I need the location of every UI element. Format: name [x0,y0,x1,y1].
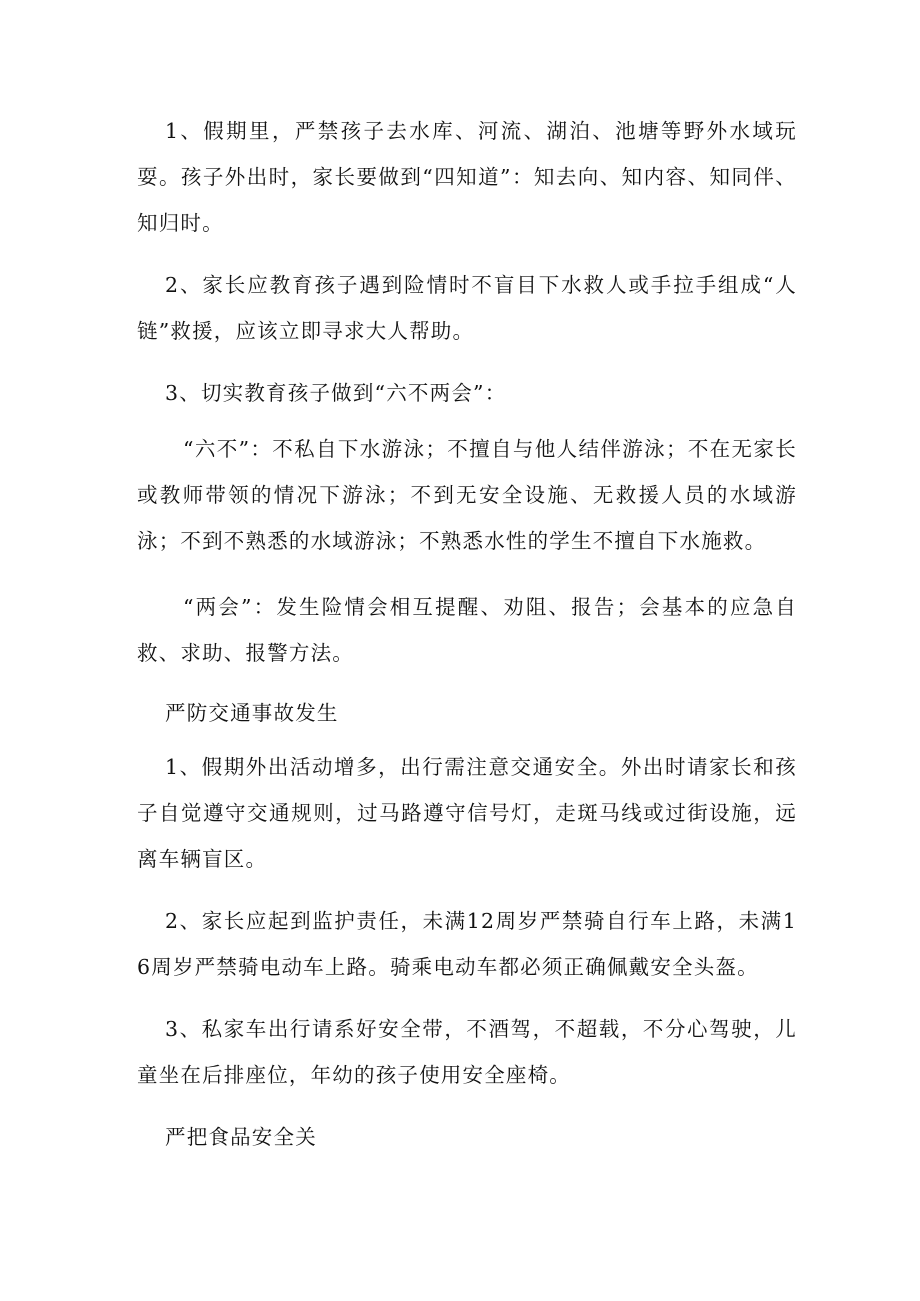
paragraph-traffic-rule-3: 3、私家车出行请系好安全带，不酒驾，不超载，不分心驾驶，儿童坐在后排座位，年幼的孩子使用安全座椅。 [137,1017,797,1087]
paragraph-six-donts: “六不”：不私自下水游泳；不擅自与他人结伴游泳；不在无家长或教师带领的情况下游泳；不到无安全设施、无救援人员的水域游泳；不到不熟悉的水域游泳；不熟悉水性的学生不擅自下水施救。 [137,437,797,553]
paragraph-traffic-rule-1: 1、假期外出活动增多，出行需注意交通安全。外出时请家长和孩子自觉遵守交通规则，过马路遵守信号灯，走斑马线或过街设施，远离车辆盲区。 [137,755,797,871]
paragraph-water-rule-2: 2、家长应教育孩子遇到险情时不盲目下水救人或手拉手组成“人链”救援，应该立即寻求大人帮助。 [137,273,797,343]
paragraph-water-rule-1: 1、假期里，严禁孩子去水库、河流、湖泊、池塘等野外水域玩耍。孩子外出时，家长要做到“四知道”：知去向、知内容、知同伴、知归时。 [137,119,797,235]
section-heading-food-safety: 严把食品安全关 [165,1125,317,1149]
paragraph-two-cans: “两会”：发生险情会相互提醒、劝阻、报告；会基本的应急自救、求助、报警方法。 [137,595,797,665]
paragraph-water-rule-3: 3、切实教育孩子做到“六不两会”： [165,381,507,405]
paragraph-traffic-rule-2: 2、家长应起到监护责任，未满12周岁严禁骑自行车上路，未满16周岁严禁骑电动车上路。骑乘电动车都必须正确佩戴安全头盔。 [137,909,797,979]
section-heading-traffic: 严防交通事故发生 [165,701,339,725]
